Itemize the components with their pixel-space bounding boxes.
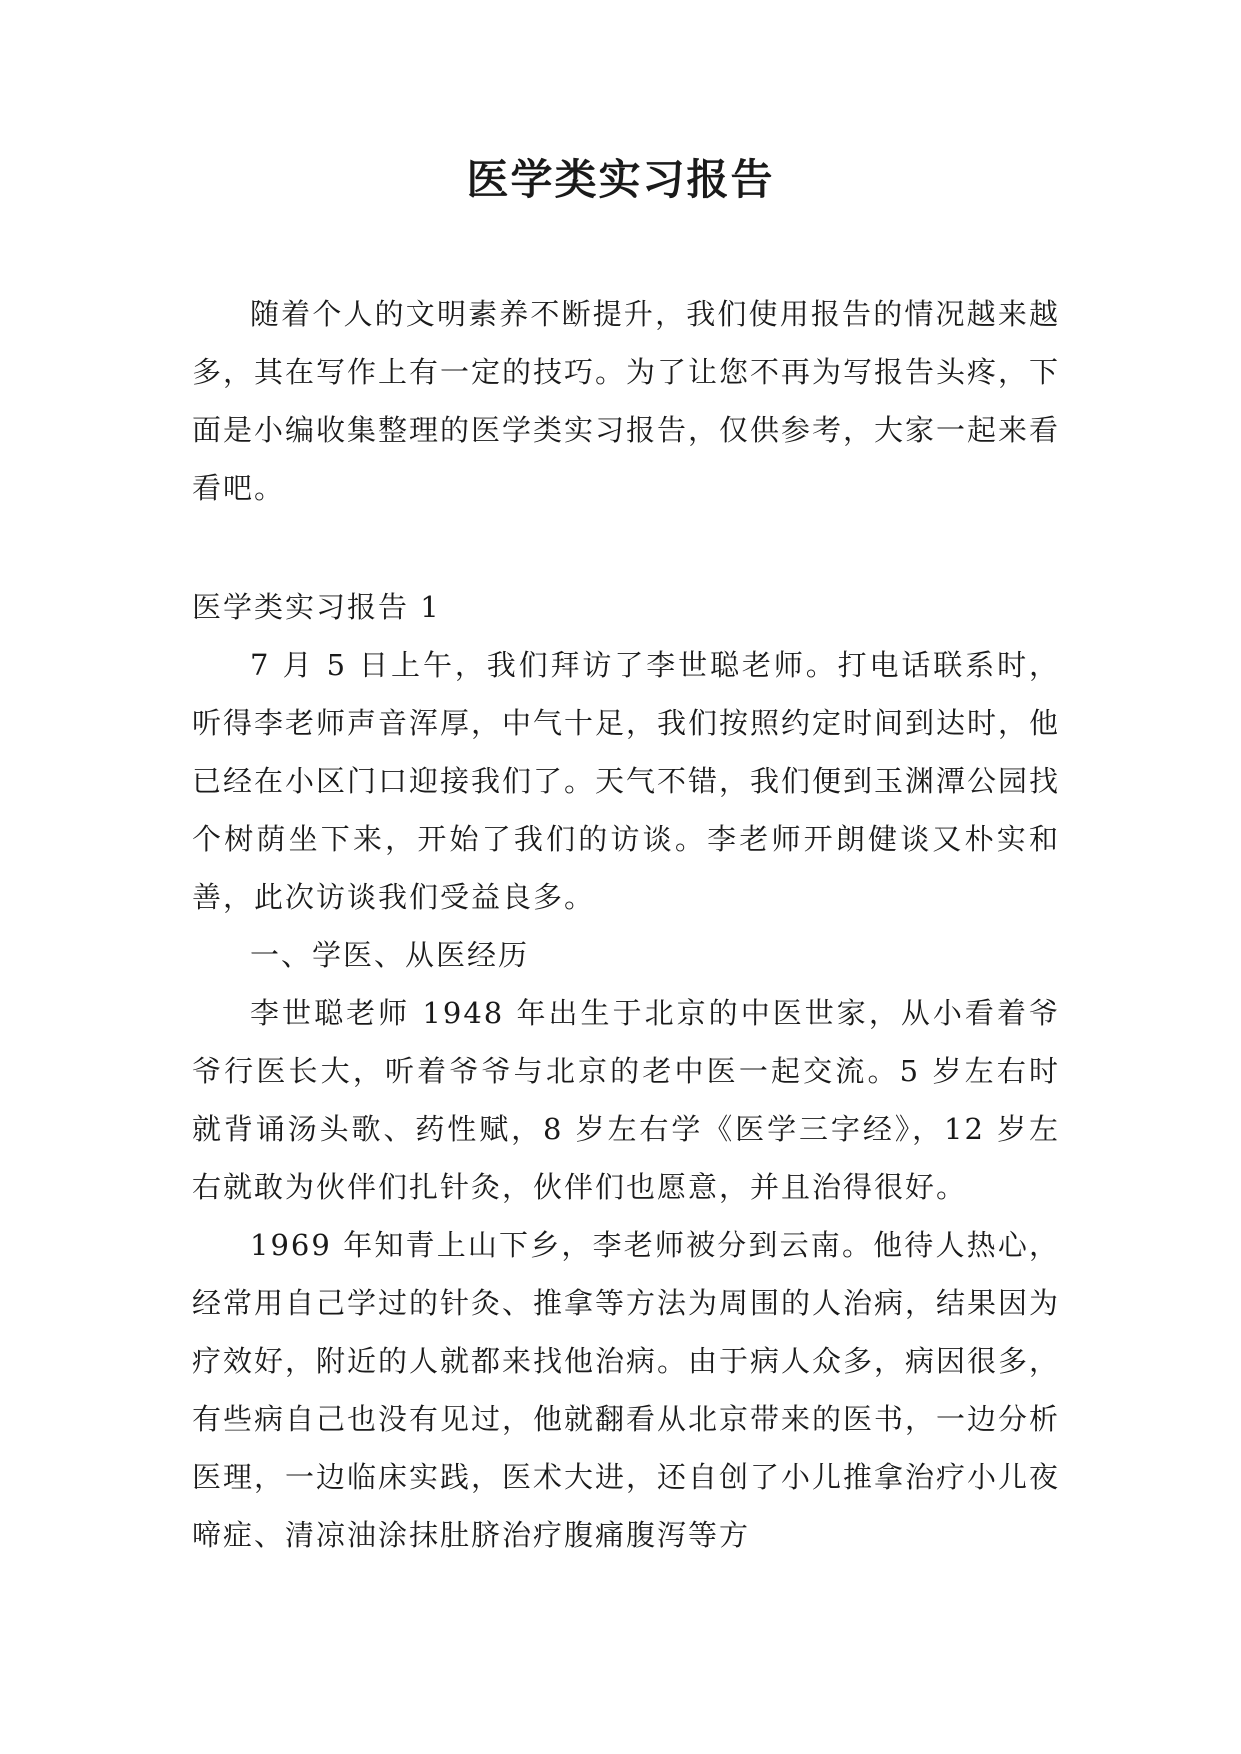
- report-section: [192, 578, 1060, 1564]
- document-title: 医学类实习报告: [466, 155, 775, 204]
- subheading-experience: 一、学医、从医经历: [250, 938, 530, 972]
- paragraph-background: 李世聪老师 1948 年出生于北京的中医世家，从小看着爷爷行医长大，听着爷爷与北京的老中医一起交流。5 岁左右时就背诵汤头歌、药性赋，8 岁左右学《医学三字经》，12 岁左右就敢为伙伴们扎针灸，伙伴们也愿意，并且治得很好。: [192, 996, 1060, 1204]
- section-heading: 医学类实习报告 1: [192, 590, 441, 624]
- intro-block: [192, 285, 1060, 517]
- intro-paragraph: 随着个人的文明素养不断提升，我们使用报告的情况越来越多，其在写作上有一定的技巧。为了让您不再为写报告头疼，下面是小编收集整理的医学类实习报告，仅供参考，大家一起来看看吧。: [192, 297, 1061, 505]
- paragraph-visit: 7 月 5 日上午，我们拜访了李世聪老师。打电话联系时，听得李老师声音浑厚，中气十足，我们按照约定时间到达时，他已经在小区门口迎接我们了。天气不错，我们便到玉渊潭公园找个树荫坐下来，开始了我们的访谈。李老师开朗健谈又朴实和善，此次访谈我们受益良多。: [192, 648, 1061, 914]
- paragraph-yunnan: 1969 年知青上山下乡，李老师被分到云南。他待人热心，经常用自己学过的针灸、推拿等方法为周围的人治病，结果因为疗效好，附近的人就都来找他治病。由于病人众多，病因很多，有些病自己也没有见过，他就翻看从北京带来的医书，一边分析医理，一边临床实践，医术大进，还自创了小儿推拿治疗小儿夜啼症、清凉油涂抹肚脐治疗腹痛腹泻等方: [192, 1228, 1061, 1552]
